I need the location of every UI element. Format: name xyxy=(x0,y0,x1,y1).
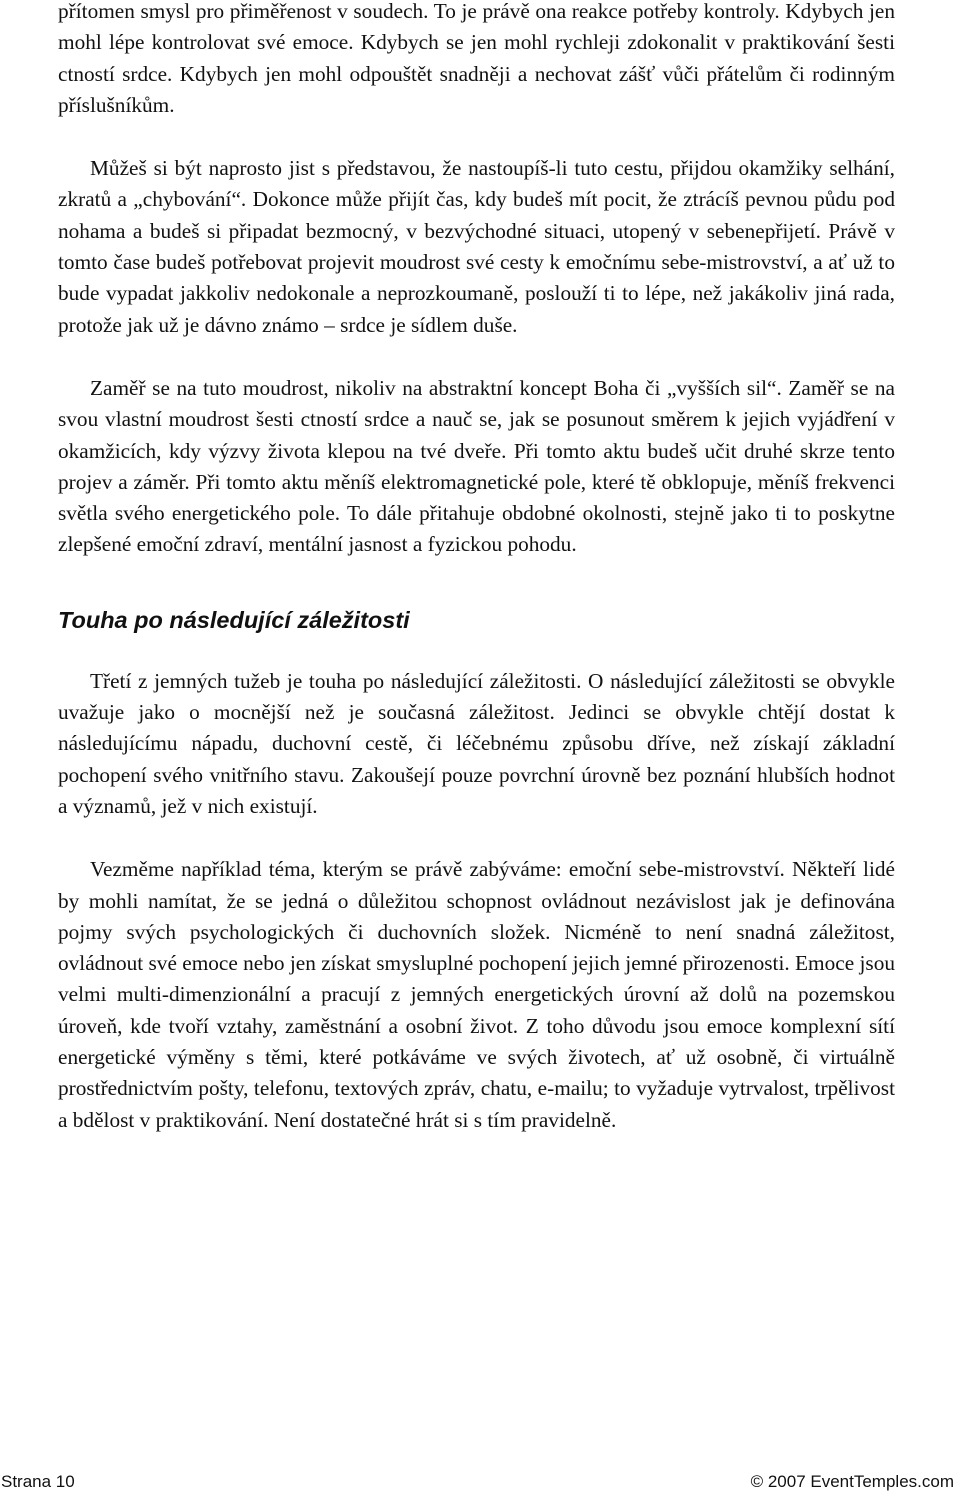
copyright-notice: © 2007 EventTemples.com xyxy=(750,1472,954,1491)
paragraph-focus-wisdom: Zaměř se na tuto moudrost, nikoliv na abstraktní koncept Boha či „vyšších sil“. Zaměř se na svou vlastní moudrost šesti ctností srdce a nauč se, jak se posunout směrem k jejich vyjádření v okamžicích, kdy výzvy života klepou na tvé dveře. Při tomto aktu budeš učit druhé skrze tento projev a záměr. Při tomto aktu měníš elektromagnetické pole, které tě obklopuje, měníš frekvenci světla svého energetického pole. To dále přitahuje obdobné okolnosti, stejně jako ti to poskytne zlepšené emoční zdraví, mentální jasnost a fyzickou pohodu. xyxy=(58,375,895,557)
paragraph-continuation: přítomen smysl pro přiměřenost v soudech. To je právě ona reakce potřeby kontroly. Kdybych jen mohl lépe kontrolovat své emoce. Kdybych se jen mohl rychleji zdokonalit v praktikování šesti ctností srdce. Kdybych jen mohl odpouštět snadněji a nechovat zášť vůči přátelům či rodinným příslušníkům. xyxy=(58,0,895,117)
paragraph-emotional-mastery: Vezměme například téma, kterým se právě zabýváme: emoční sebe-mistrovství. Někteří lidé by mohli namítat, že se jedná o důležitou schopnost ovládnout nezávislost jak je definována pojmy svých psychologických či duchovních složek. Nicméně to není snadná záležitost, ovládnout své emoce nebo jen získat smysluplné pochopení jejich jemné přirozenosti. Emoce jsou velmi multi-dimenzionální a pracují z jemných energetických úrovní až dolů na pozemskou úroveň, kde tvoří vztahy, zaměstnání a osobní život. Z toho důvodu jsou emoce komplexní sítí energetické výměny s těmi, které potkáváme ve svých životech, ať už osobně, či virtuálně prostřednictvím pošty, telefonu, textových zpráv, chatu, e-mailu; to vyžaduje vytrvalost, trpělivost a bdělost v praktikování. Není dostatečné hrát si s tím pravidelně. xyxy=(58,857,895,1132)
page-number: Strana 10 xyxy=(1,1472,75,1491)
page-body xyxy=(58,0,895,1136)
paragraph-third-desire: Třetí z jemných tužeb je touha po následující záležitosti. O následující záležitosti se obvykle uvažuje jako o mocnější než je současná záležitost. Jedinci se obvykle chtějí dostat k následujícímu nápadu, duchovní cestě, či léčebnému způsobu dříve, než získají základní pochopení svého vnitřního stavu. Zakoušejí pouze povrchní úrovně bez poznání hlubších hodnot a významů, jež v nich existují. xyxy=(58,668,895,818)
paragraph-failure-moments: Můžeš si být naprosto jist s představou, že nastoupíš-li tuto cestu, přijdou okamžiky selhání, zkratů a „chybování“. Dokonce může přijít čas, kdy budeš mít pocit, že ztrácíš pevnou půdu pod nohama a budeš si připadat bezmocný, v bezvýchodné situaci, utopený v sebenepřijetí. Právě v tomto čase budeš potřebovat projevit moudrost své cesty k emočnímu sebe-mistrovství, a ať už to bude vypadat jakkoliv nedokonale a neprozkoumaně, poslouží ti to lépe, než jakákoliv jiná rada, protože jak už je dávno známo – srdce je sídlem duše. xyxy=(58,156,895,337)
section-heading: Touha po následující záležitosti xyxy=(58,606,410,633)
